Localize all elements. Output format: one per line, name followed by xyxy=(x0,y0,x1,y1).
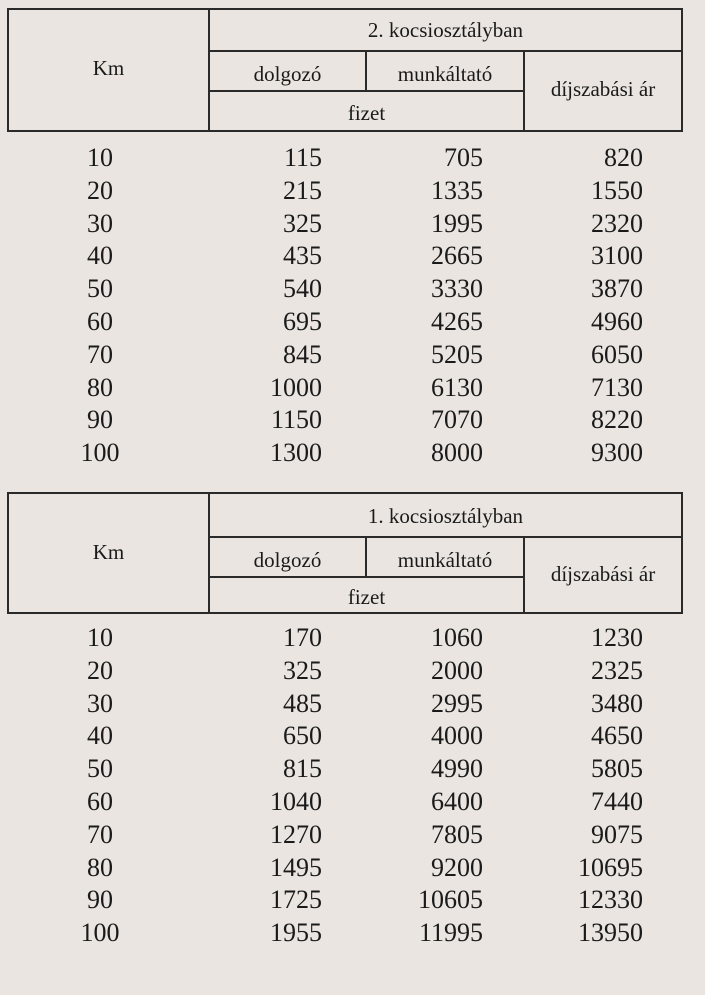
worker-cell: 325 xyxy=(283,655,322,685)
worker-cell: 1300 xyxy=(270,438,322,468)
tariff-cell: 3480 xyxy=(591,688,643,718)
table-row xyxy=(0,852,705,885)
tariff-cell: 12330 xyxy=(578,885,643,915)
employer-cell: 9200 xyxy=(431,852,483,882)
employer-header: munkáltató xyxy=(397,62,493,86)
table-row xyxy=(0,339,705,372)
km-cell: 100 xyxy=(80,918,120,948)
table-header xyxy=(7,8,683,132)
employer-cell: 4000 xyxy=(431,721,483,751)
employer-cell: 2665 xyxy=(431,241,483,271)
table-row xyxy=(0,884,705,917)
table-row xyxy=(0,306,705,339)
km-cell: 10 xyxy=(87,623,113,652)
employer-cell: 2995 xyxy=(431,688,483,718)
table-row xyxy=(0,786,705,819)
tariff-cell: 3100 xyxy=(591,241,643,271)
table-row xyxy=(0,372,705,405)
worker-cell: 1150 xyxy=(270,405,322,435)
tariff-cell: 2325 xyxy=(591,655,643,685)
km-cell: 60 xyxy=(87,306,113,336)
employer-cell: 1060 xyxy=(431,623,483,652)
km-cell: 40 xyxy=(87,241,113,271)
worker-cell: 1000 xyxy=(270,372,322,402)
table-body xyxy=(0,142,705,470)
employer-cell: 705 xyxy=(444,143,483,172)
table-row xyxy=(0,175,705,208)
tariff-cell: 9075 xyxy=(591,819,643,849)
tariff-cell: 4960 xyxy=(591,306,643,336)
divider xyxy=(210,576,523,578)
worker-cell: 1725 xyxy=(270,885,322,915)
employer-cell: 4990 xyxy=(431,754,483,784)
worker-cell: 845 xyxy=(283,339,322,369)
worker-cell: 1270 xyxy=(270,819,322,849)
divider xyxy=(210,536,681,538)
divider xyxy=(210,50,681,52)
table-row xyxy=(0,437,705,470)
worker-cell: 170 xyxy=(283,623,322,652)
worker-cell: 815 xyxy=(283,754,322,784)
tariff-cell: 7130 xyxy=(591,372,643,402)
worker-header: dolgozó xyxy=(253,548,322,572)
tariff-cell: 4650 xyxy=(591,721,643,751)
worker-cell: 1040 xyxy=(270,786,322,816)
worker-cell: 435 xyxy=(283,241,322,271)
worker-header: dolgozó xyxy=(253,62,322,86)
worker-cell: 540 xyxy=(283,274,322,304)
tariff-cell: 5805 xyxy=(591,754,643,784)
worker-cell: 485 xyxy=(283,688,322,718)
tariff-cell: 10695 xyxy=(578,852,643,882)
tariff-cell: 1550 xyxy=(591,175,643,205)
tariff-cell: 6050 xyxy=(591,339,643,369)
table-row xyxy=(0,819,705,852)
table-row xyxy=(0,720,705,753)
tariff-cell: 9300 xyxy=(591,438,643,468)
tariff-cell: 1230 xyxy=(591,623,643,652)
table-header xyxy=(7,492,683,614)
employer-cell: 1995 xyxy=(431,208,483,238)
km-cell: 30 xyxy=(87,208,113,238)
km-cell: 30 xyxy=(87,688,113,718)
km-header: Km xyxy=(92,56,125,80)
employer-cell: 3330 xyxy=(431,274,483,304)
worker-cell: 325 xyxy=(283,208,322,238)
table-row xyxy=(0,655,705,688)
table-row xyxy=(0,240,705,273)
km-cell: 100 xyxy=(80,438,120,468)
table-row xyxy=(0,208,705,241)
employer-cell: 11995 xyxy=(418,918,483,948)
employer-cell: 7070 xyxy=(431,405,483,435)
km-cell: 10 xyxy=(87,143,113,172)
km-cell: 50 xyxy=(87,754,113,784)
km-cell: 80 xyxy=(87,372,113,402)
table-row xyxy=(0,404,705,437)
worker-cell: 695 xyxy=(283,306,322,336)
employer-cell: 4265 xyxy=(431,306,483,336)
worker-cell: 1495 xyxy=(270,852,322,882)
tariff-cell: 7440 xyxy=(591,786,643,816)
tariff-header: díjszabási ár xyxy=(550,77,656,101)
table-row xyxy=(0,688,705,721)
tariff-cell: 13950 xyxy=(578,918,643,948)
km-cell: 90 xyxy=(87,405,113,435)
pays-header: fizet xyxy=(347,585,386,609)
employer-cell: 1335 xyxy=(431,175,483,205)
divider xyxy=(210,90,523,92)
worker-cell: 650 xyxy=(283,721,322,751)
km-cell: 80 xyxy=(87,852,113,882)
table-row xyxy=(0,142,705,175)
km-cell: 20 xyxy=(87,655,113,685)
table-row xyxy=(0,273,705,306)
employer-cell: 6400 xyxy=(431,786,483,816)
km-cell: 20 xyxy=(87,175,113,205)
employer-header: munkáltató xyxy=(397,548,493,572)
km-cell: 50 xyxy=(87,274,113,304)
tariff-cell: 8220 xyxy=(591,405,643,435)
tariff-cell: 820 xyxy=(604,143,643,172)
class-header: 2. kocsiosztályban xyxy=(367,18,524,42)
employer-cell: 8000 xyxy=(431,438,483,468)
km-cell: 70 xyxy=(87,339,113,369)
km-cell: 90 xyxy=(87,885,113,915)
employer-cell: 6130 xyxy=(431,372,483,402)
worker-cell: 1955 xyxy=(270,918,322,948)
table-row xyxy=(0,753,705,786)
table-row xyxy=(0,622,705,655)
tariff-cell: 3870 xyxy=(591,274,643,304)
worker-cell: 115 xyxy=(283,143,322,172)
km-cell: 60 xyxy=(87,786,113,816)
km-cell: 40 xyxy=(87,721,113,751)
pays-header: fizet xyxy=(347,101,386,125)
employer-cell: 5205 xyxy=(431,339,483,369)
class-header: 1. kocsiosztályban xyxy=(367,504,524,528)
km-cell: 70 xyxy=(87,819,113,849)
table-row xyxy=(0,917,705,950)
table-body xyxy=(0,622,705,950)
employer-cell: 7805 xyxy=(431,819,483,849)
tariff-header: díjszabási ár xyxy=(550,562,656,586)
km-header: Km xyxy=(92,540,125,564)
worker-cell: 215 xyxy=(283,175,322,205)
employer-cell: 2000 xyxy=(431,655,483,685)
tariff-cell: 2320 xyxy=(591,208,643,238)
employer-cell: 10605 xyxy=(418,885,483,915)
